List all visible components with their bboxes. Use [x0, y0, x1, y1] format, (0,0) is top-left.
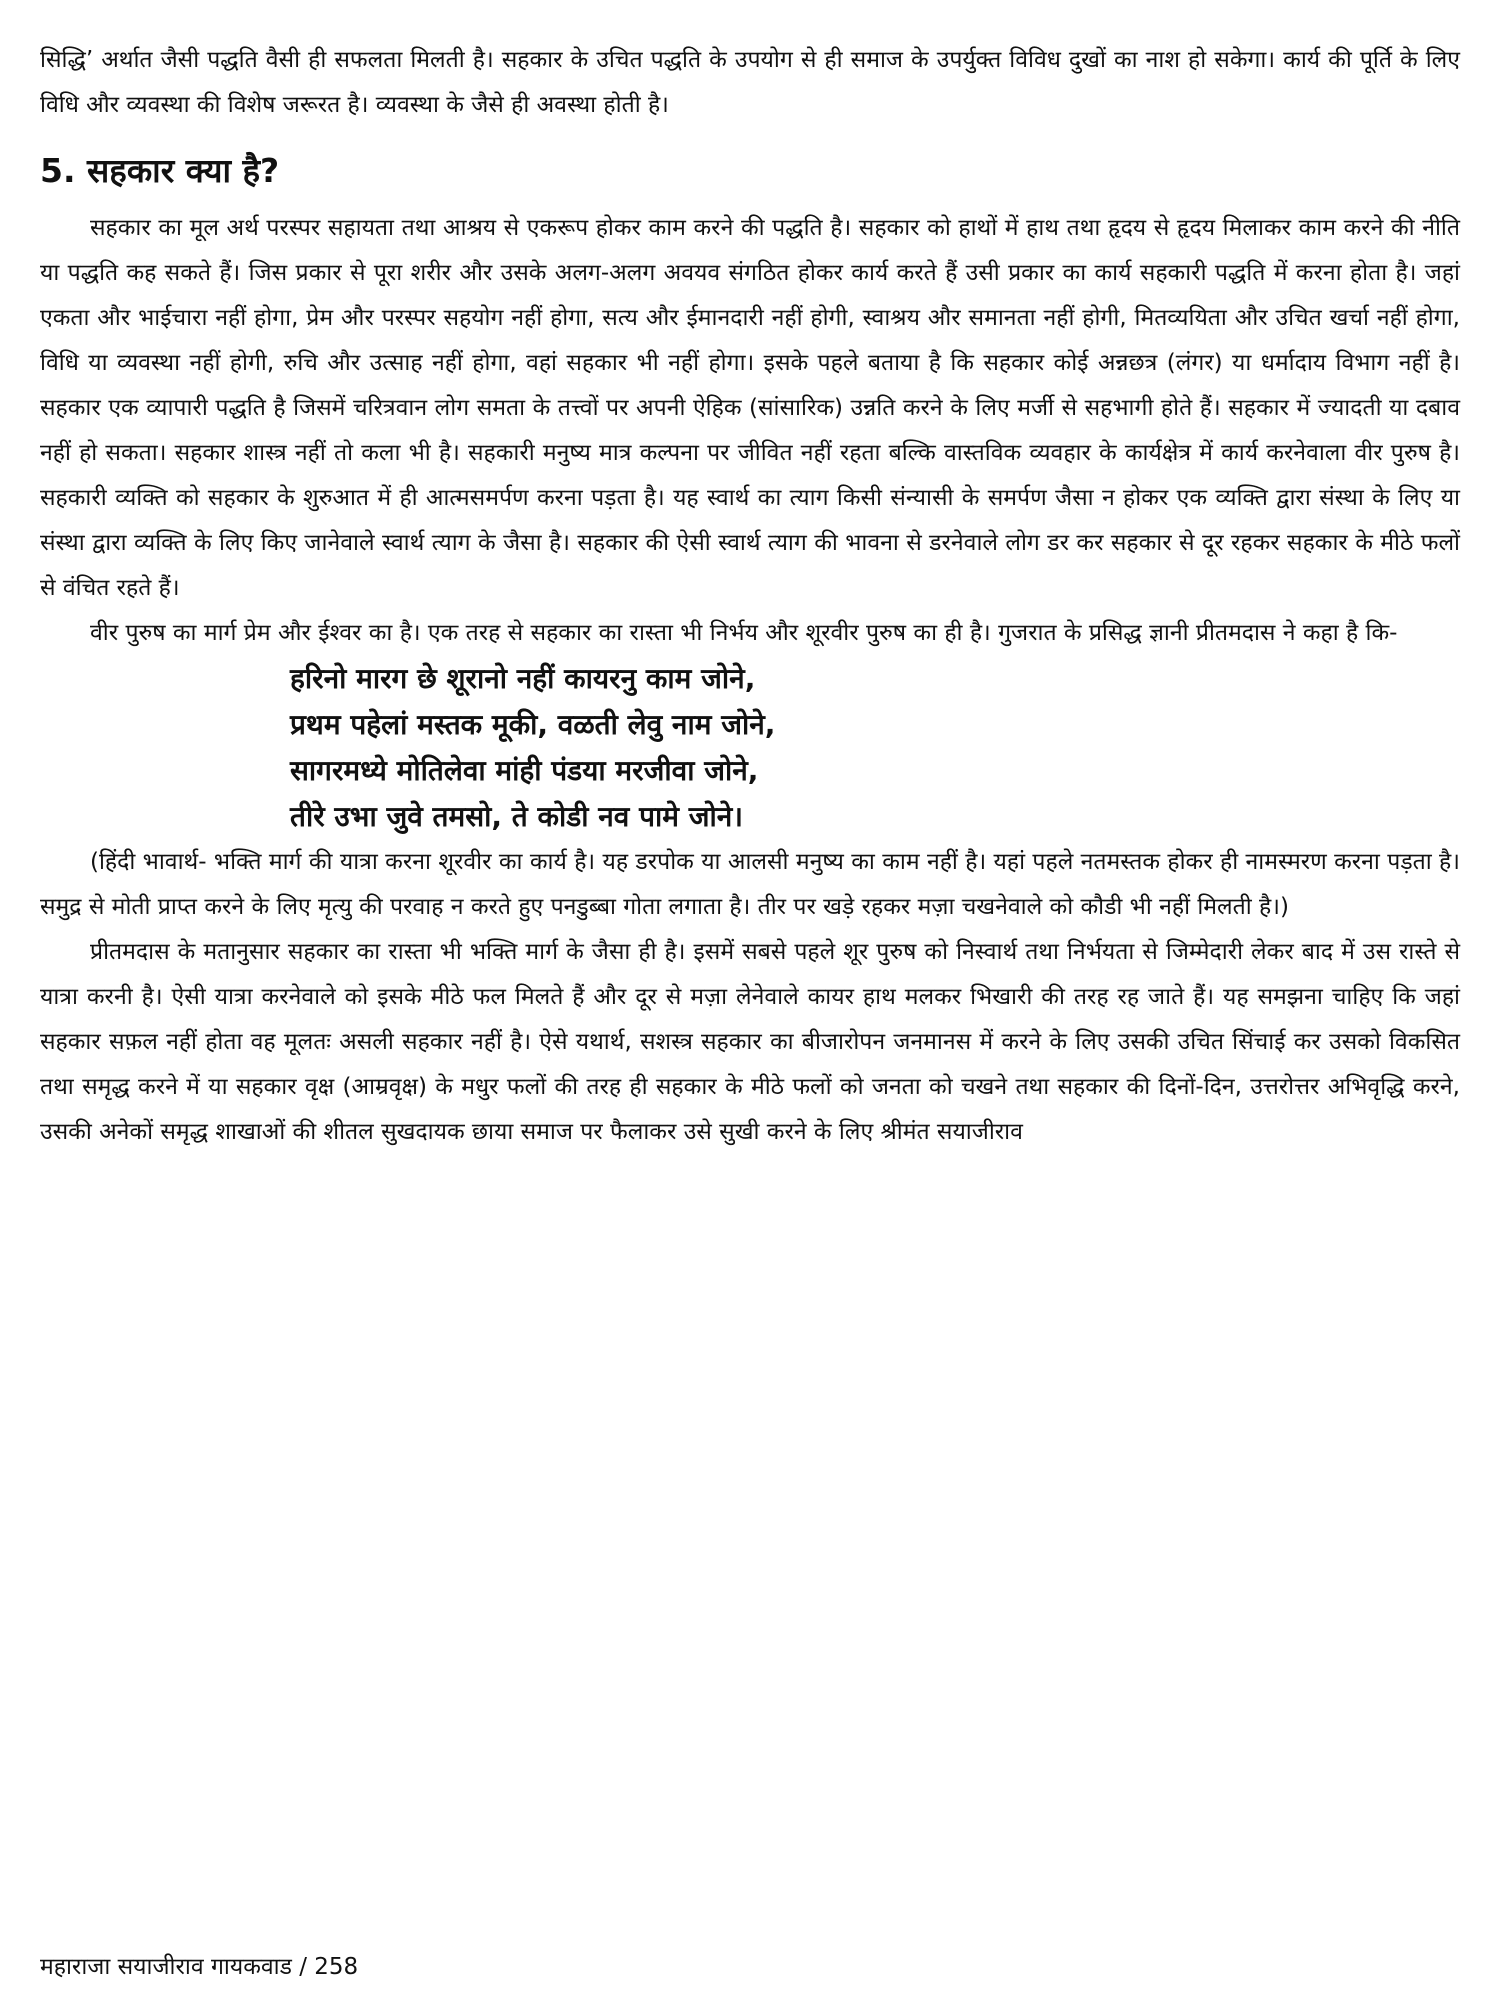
intro-paragraph: सिद्धि’ अर्थात जैसी पद्धति वैसी ही सफलता मिलती है। सहकार के उचित पद्धति के उपयोग से ही समाज के उपर्युक्त विविध दुखों का नाश हो सकेगा। कार्य की पूर्ति के लिए विधि और व्यवस्था की विशेष जरूरत है। व्यवस्था के जैसे ही अवस्था होती है। — [40, 47, 1460, 118]
paragraph-3: (हिंदी भावार्थ- भक्ति मार्ग की यात्रा करना शूरवीर का कार्य है। यह डरपोक या आलसी मनुष्य का काम नहीं है। यहां पहले नतमस्तक होकर ही नामस्मरण करना पड़ता है। समुद्र से मोती प्राप्त करने के लिए मृत्यु की परवाह न करते हुए पनडुब्बा गोता लगाता है। तीर पर खड़े रहकर मज़ा चखनेवाले को कौडी भी नहीं मिलती है।) — [40, 849, 1460, 920]
page-footer: महाराजा सयाजीराव गायकवाड / 258 — [40, 1954, 359, 1980]
page-body — [40, 38, 1460, 1938]
verse-line: तीरे उभा जुवे तमसो, ते कोडी नव पामे जोने। — [290, 800, 743, 833]
section-heading: 5. सहकार क्या है? — [40, 151, 280, 190]
verse-block — [290, 656, 1460, 840]
paragraph-1: सहकार का मूल अर्थ परस्पर सहायता तथा आश्रय से एकरूप होकर काम करने की पद्धति है। सहकार को हाथों में हाथ तथा हृदय से हृदय मिलाकर काम करने की नीति या पद्धति कह सकते हैं। जिस प्रकार से पूरा शरीर और उसके अलग-अलग अवयव संगठित होकर कार्य करते हैं उसी प्रकार का कार्य सहकारी पद्धति में करना होता है। जहां एकता और भाईचारा नहीं होगा, प्रेम और परस्पर सहयोग नहीं होगा, सत्य और ईमानदारी नहीं होगी, स्वाश्रय और समानता नहीं होगी, मितव्ययिता और उचित खर्चा नहीं होगा, विधि या व्यवस्था नहीं होगी, रुचि और उत्साह नहीं होगा, वहां सहकार भी नहीं होगा। इसके पहले बताया है कि सहकार कोई अन्नछत्र (लंगर) या धर्मादाय विभाग नहीं है। सहकार एक व्यापारी पद्धति है जिसमें चरित्रवान लोग समता के तत्त्वों पर अपनी ऐहिक (सांसारिक) उन्नति करने के लिए मर्जी से सहभागी होते हैं। सहकार में ज्यादती या दबाव नहीं हो सकता। सहकार शास्त्र नहीं तो कला भी है। सहकारी मनुष्य मात्र कल्पना पर जीवित नहीं रहता बल्कि वास्तविक व्यवहार के कार्यक्षेत्र में कार्य करनेवाला वीर पुरुष है। सहकारी व्यक्ति को सहकार के शुरुआत में ही आत्मसमर्पण करना पड़ता है। यह स्वार्थ का त्याग किसी संन्यासी के समर्पण जैसा न होकर एक व्यक्ति द्वारा संस्था के लिए या संस्था द्वारा व्यक्ति के लिए किए जानेवाले स्वार्थ त्याग के जैसा है। सहकार की ऐसी स्वार्थ त्याग की भावना से डरनेवाले लोग डर कर सहकार से दूर रहकर सहकार के मीठे फलों से वंचित रहते हैं। — [40, 215, 1460, 601]
verse-line: सागरमध्ये मोतिलेवा मांही पंडया मरजीवा जोने, — [290, 754, 759, 787]
verse-line: प्रथम पहेलां मस्तक मूकी, वळती लेवु नाम जोने, — [290, 708, 776, 741]
paragraph-4: प्रीतमदास के मतानुसार सहकार का रास्ता भी भक्ति मार्ग के जैसा ही है। इसमें सबसे पहले शूर पुरुष को निस्वार्थ तथा निर्भयता से जिम्मेदारी लेकर बाद में उस रास्ते से यात्रा करनी है। ऐसी यात्रा करनेवाले को इसके मीठे फल मिलते हैं और दूर से मज़ा लेनेवाले कायर हाथ मलकर भिखारी की तरह रह जाते हैं। यह समझना चाहिए कि जहां सहकार सफ़ल नहीं होता वह मूलतः असली सहकार नहीं है। ऐसे यथार्थ, सशस्त्र सहकार का बीजारोपन जनमानस में करने के लिए उसकी उचित सिंचाई कर उसको विकसित तथा समृद्ध करने में या सहकार वृक्ष (आम्रवृक्ष) के मधुर फलों की तरह ही सहकार के मीठे फलों को जनता को चखने तथा सहकार की दिनों-दिन, उत्तरोत्तर अभिवृद्धि करने, उसकी अनेकों समृद्ध शाखाओं की शीतल सुखदायक छाया समाज पर फैलाकर उसे सुखी करने के लिए श्रीमंत सयाजीराव — [40, 939, 1460, 1145]
verse-line: हरिनो मारग छे शूरानो नहीं कायरनु काम जोने, — [290, 662, 756, 695]
paragraph-2: वीर पुरुष का मार्ग प्रेम और ईश्वर का है। एक तरह से सहकार का रास्ता भी निर्भय और शूरवीर पुरुष का ही है। गुजरात के प्रसिद्ध ज्ञानी प्रीतमदास ने कहा है कि- — [90, 620, 1398, 646]
